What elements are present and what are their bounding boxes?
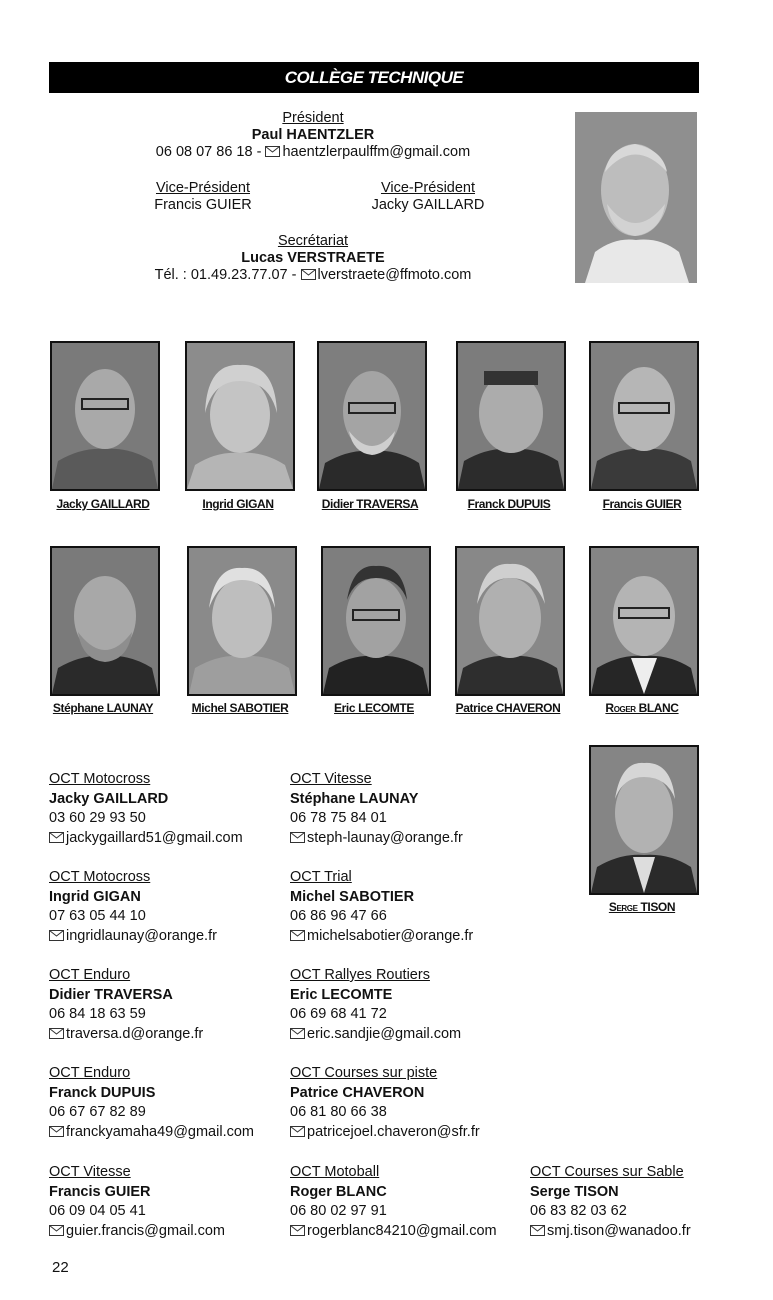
caption-franck-dupuis: Franck DUPUIS: [467, 497, 551, 511]
secretariat-block: [120, 233, 506, 284]
caption-jacky-gaillard: Jacky GAILLARD: [56, 497, 150, 511]
oct-name: Serge TISON: [530, 1183, 619, 1200]
secretariat-role: Secrétariat: [277, 233, 349, 249]
caption-eric-lecomte: Eric LECOMTE: [334, 701, 414, 715]
envelope-icon: [290, 930, 305, 941]
oct-name: Ingrid GIGAN: [49, 888, 141, 905]
oct-role: OCT Motocross: [49, 771, 151, 787]
oct-role: OCT Motoball: [290, 1164, 380, 1180]
photo-jacky-gaillard: [50, 341, 160, 491]
oct-entry: [290, 966, 461, 1044]
oct-entry: [49, 868, 217, 946]
vice1-name: Francis GUIER: [154, 197, 252, 213]
vice-president-2: [355, 180, 501, 214]
oct-email[interactable]: michelsabotier@orange.fr: [307, 927, 474, 944]
oct-phone: 06 80 02 97 91: [290, 1203, 387, 1220]
caption-serge-tison: Serge TISON: [608, 900, 676, 914]
oct-entry: [530, 1163, 691, 1241]
president-photo: [575, 112, 697, 283]
oct-email-line: [49, 1025, 203, 1045]
photo-ingrid-gigan: [185, 341, 295, 491]
oct-role: OCT Enduro: [49, 967, 131, 983]
oct-email[interactable]: traversa.d@orange.fr: [66, 1025, 204, 1042]
oct-role: OCT Courses sur Sable: [530, 1164, 684, 1180]
caption-francis-guier: Francis GUIER: [602, 497, 682, 511]
envelope-icon: [290, 1225, 305, 1236]
oct-role: OCT Motocross: [49, 869, 151, 885]
secretariat-name: Lucas VERSTRAETE: [241, 250, 385, 266]
oct-email[interactable]: steph-launay@orange.fr: [307, 829, 463, 846]
oct-name: Jacky GAILLARD: [49, 790, 169, 807]
oct-email-line: [290, 1025, 461, 1045]
caption-ingrid-gigan: Ingrid GIGAN: [202, 497, 274, 511]
photo-stephane-launay: [50, 546, 160, 696]
oct-phone: 06 81 80 66 38: [290, 1104, 387, 1121]
caption-stephane-launay: Stéphane LAUNAY: [52, 701, 154, 715]
photo-franck-dupuis: [456, 341, 566, 491]
oct-phone: 06 86 96 47 66: [290, 908, 387, 925]
oct-name: Stéphane LAUNAY: [290, 790, 419, 807]
oct-name: Francis GUIER: [49, 1183, 151, 1200]
envelope-icon: [49, 832, 64, 843]
oct-email[interactable]: ingridlaunay@orange.fr: [66, 927, 217, 944]
oct-email[interactable]: smj.tison@wanadoo.fr: [547, 1222, 691, 1239]
president-phone: 06 08 07 86 18 -: [155, 144, 266, 160]
oct-email-line: [49, 829, 243, 849]
oct-name: Patrice CHAVERON: [290, 1084, 425, 1101]
secretariat-contact: [120, 267, 506, 284]
oct-entry: [49, 1163, 225, 1241]
envelope-icon: [49, 930, 64, 941]
photo-francis-guier: [589, 341, 699, 491]
president-email[interactable]: haentzlerpaulffm@gmail.com: [282, 144, 471, 160]
envelope-icon: [301, 269, 316, 280]
vice-president-1: [130, 180, 276, 214]
envelope-icon: [290, 832, 305, 843]
envelope-icon: [265, 146, 280, 157]
envelope-icon: [49, 1126, 64, 1137]
oct-email[interactable]: guier.francis@gmail.com: [66, 1222, 225, 1239]
oct-entry: [290, 770, 463, 848]
secretariat-email[interactable]: lverstraete@ffmoto.com: [317, 267, 472, 283]
photo-eric-lecomte: [321, 546, 431, 696]
caption-roger-blanc: Roger BLANC: [605, 701, 679, 715]
oct-name: Didier TRAVERSA: [49, 986, 173, 1003]
oct-phone: 07 63 05 44 10: [49, 908, 146, 925]
oct-email-line: [290, 829, 463, 849]
oct-email[interactable]: rogerblanc84210@gmail.com: [307, 1222, 497, 1239]
oct-email-line: [49, 1123, 254, 1143]
oct-role: OCT Rallyes Routiers: [290, 967, 430, 983]
caption-patrice-chaveron: Patrice CHAVERON: [455, 701, 561, 715]
envelope-icon: [290, 1028, 305, 1039]
president-block: [120, 110, 506, 161]
oct-role: OCT Courses sur piste: [290, 1065, 438, 1081]
oct-email-line: [290, 927, 473, 947]
secretariat-phone: Tél. : 01.49.23.77.07 -: [154, 267, 301, 283]
oct-name: Roger BLANC: [290, 1183, 387, 1200]
oct-email-line: [49, 927, 217, 947]
president-name: Paul HAENTZLER: [251, 127, 375, 143]
section-banner: COLLÈGE TECHNIQUE: [49, 62, 699, 93]
oct-entry: [290, 868, 473, 946]
oct-entry: [290, 1064, 480, 1142]
photo-didier-traversa: [317, 341, 427, 491]
oct-email[interactable]: jackygaillard51@gmail.com: [66, 829, 243, 846]
oct-name: Franck DUPUIS: [49, 1084, 156, 1101]
envelope-icon: [530, 1225, 545, 1236]
oct-phone: 06 69 68 41 72: [290, 1006, 387, 1023]
oct-phone: 06 83 82 03 62: [530, 1203, 627, 1220]
oct-email[interactable]: patricejoel.chaveron@sfr.fr: [307, 1123, 480, 1140]
oct-entry: [49, 966, 203, 1044]
photo-patrice-chaveron: [455, 546, 565, 696]
vice1-role: Vice-Président: [155, 180, 251, 196]
oct-phone: 06 67 67 82 89: [49, 1104, 146, 1121]
photo-roger-blanc: [589, 546, 699, 696]
oct-phone: 06 78 75 84 01: [290, 810, 387, 827]
oct-phone: 06 09 04 05 41: [49, 1203, 146, 1220]
oct-email[interactable]: eric.sandjie@gmail.com: [307, 1025, 462, 1042]
oct-name: Eric LECOMTE: [290, 986, 393, 1003]
caption-michel-sabotier: Michel SABOTIER: [191, 701, 289, 715]
page-number: 22: [52, 1259, 69, 1276]
photo-serge-tison: [589, 745, 699, 895]
caption-didier-traversa: Didier TRAVERSA: [321, 497, 419, 511]
envelope-icon: [49, 1028, 64, 1039]
oct-email-line: [49, 1222, 225, 1242]
oct-entry: [49, 770, 243, 848]
president-contact: [120, 144, 506, 161]
vice2-name: Jacky GAILLARD: [371, 197, 485, 213]
oct-entry: [290, 1163, 497, 1241]
oct-email-line: [290, 1123, 480, 1143]
oct-email-line: [530, 1222, 691, 1242]
oct-email[interactable]: franckyamaha49@gmail.com: [66, 1123, 254, 1140]
oct-phone: 06 84 18 63 59: [49, 1006, 146, 1023]
envelope-icon: [49, 1225, 64, 1236]
oct-phone: 03 60 29 93 50: [49, 810, 146, 827]
vice2-role: Vice-Président: [380, 180, 476, 196]
oct-role: OCT Vitesse: [49, 1164, 131, 1180]
president-role: Président: [282, 110, 344, 126]
oct-role: OCT Enduro: [49, 1065, 131, 1081]
oct-name: Michel SABOTIER: [290, 888, 415, 905]
oct-role: OCT Vitesse: [290, 771, 372, 787]
oct-entry: [49, 1064, 254, 1142]
envelope-icon: [290, 1126, 305, 1137]
oct-email-line: [290, 1222, 497, 1242]
photo-michel-sabotier: [187, 546, 297, 696]
oct-role: OCT Trial: [290, 869, 352, 885]
